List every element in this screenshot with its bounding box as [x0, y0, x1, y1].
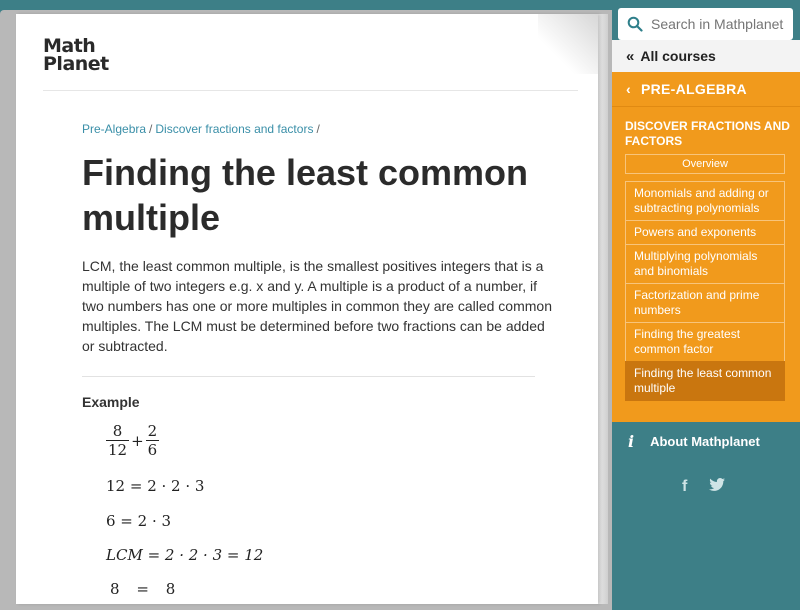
info-icon: i	[628, 431, 635, 451]
math-equation-1	[106, 422, 159, 459]
about-label: About Mathplanet	[650, 433, 760, 449]
logo-line-2: Planet	[43, 53, 109, 75]
breadcrumb-separator: /	[149, 122, 153, 136]
breadcrumb-link-discover-fractions[interactable]: Discover fractions and factors	[155, 122, 314, 136]
chapter-item[interactable]: Monomials and adding or subtracting polynomials	[625, 181, 785, 220]
math-equation-2: 12 = 2 · 2 · 3	[106, 477, 205, 495]
mathplanet-logo[interactable]	[43, 37, 113, 73]
operator: +	[131, 431, 144, 450]
math-equation-3: 6 = 2 · 3	[106, 512, 172, 530]
math-equation-4: LCM = 2 · 2 · 3 = 12	[106, 546, 264, 564]
facebook-icon[interactable]: f	[682, 478, 688, 495]
operator: =	[136, 580, 149, 598]
intro-paragraph: LCM, the least common multiple, is the smallest positives integers that is a multiple of two integers e.g. x and y. A multiple is a product of a number, if two numbers has one or more multiples in common they are called common multiples. The LCM must be determined before two fractions can be added or subtracted.	[82, 258, 552, 354]
chapter-item[interactable]: Factorization and prime numbers	[625, 283, 785, 322]
overview-link[interactable]: Overview	[625, 154, 785, 174]
fraction	[106, 422, 129, 459]
section-title: DISCOVER FRACTIONS AND FACTORS	[625, 119, 790, 148]
page-title: Finding the least common multiple	[82, 152, 529, 238]
content-divider	[82, 376, 535, 377]
chapter-item-active[interactable]: Finding the least common multiple	[625, 361, 785, 401]
search-input[interactable]	[651, 16, 791, 32]
breadcrumb-separator: /	[316, 122, 320, 136]
logo-line-1: Math	[43, 35, 96, 57]
double-chevron-left-icon: «	[626, 47, 635, 65]
denominator: 12	[108, 441, 128, 459]
all-courses-link[interactable]	[612, 40, 800, 72]
header-divider	[43, 90, 578, 91]
book-page-edge	[598, 14, 608, 604]
social-links	[682, 478, 725, 496]
chevron-left-icon: ‹	[626, 81, 631, 97]
breadcrumb-link-pre-algebra[interactable]: Pre-Algebra	[82, 122, 147, 136]
subject-label: PRE-ALGEBRA	[640, 81, 747, 97]
numerator: 8	[112, 422, 123, 440]
math-equation-5	[108, 579, 177, 598]
numerator: 8	[165, 580, 176, 598]
numerator: 2	[147, 422, 158, 440]
search-icon[interactable]	[627, 16, 643, 32]
fraction	[108, 580, 122, 598]
chapter-item[interactable]: Multiplying polynomials and binomials	[625, 244, 785, 283]
twitter-bird-glyph	[709, 478, 725, 491]
about-mathplanet-link[interactable]	[612, 426, 800, 456]
course-nav-panel	[612, 72, 800, 422]
breadcrumb	[82, 122, 323, 136]
subject-link-pre-algebra[interactable]	[612, 72, 800, 107]
content-page	[16, 14, 598, 604]
search-box[interactable]	[618, 8, 793, 40]
all-courses-label: All courses	[640, 48, 716, 64]
example-heading: Example	[82, 394, 140, 410]
numerator: 8	[110, 580, 120, 598]
fraction	[164, 580, 178, 598]
denominator: 6	[147, 441, 158, 459]
chapter-item[interactable]: Powers and exponents	[625, 220, 785, 244]
chapter-item[interactable]: Finding the greatest common factor	[625, 322, 785, 361]
chapter-list	[625, 181, 785, 401]
fraction	[146, 422, 160, 459]
twitter-icon[interactable]	[709, 478, 725, 496]
